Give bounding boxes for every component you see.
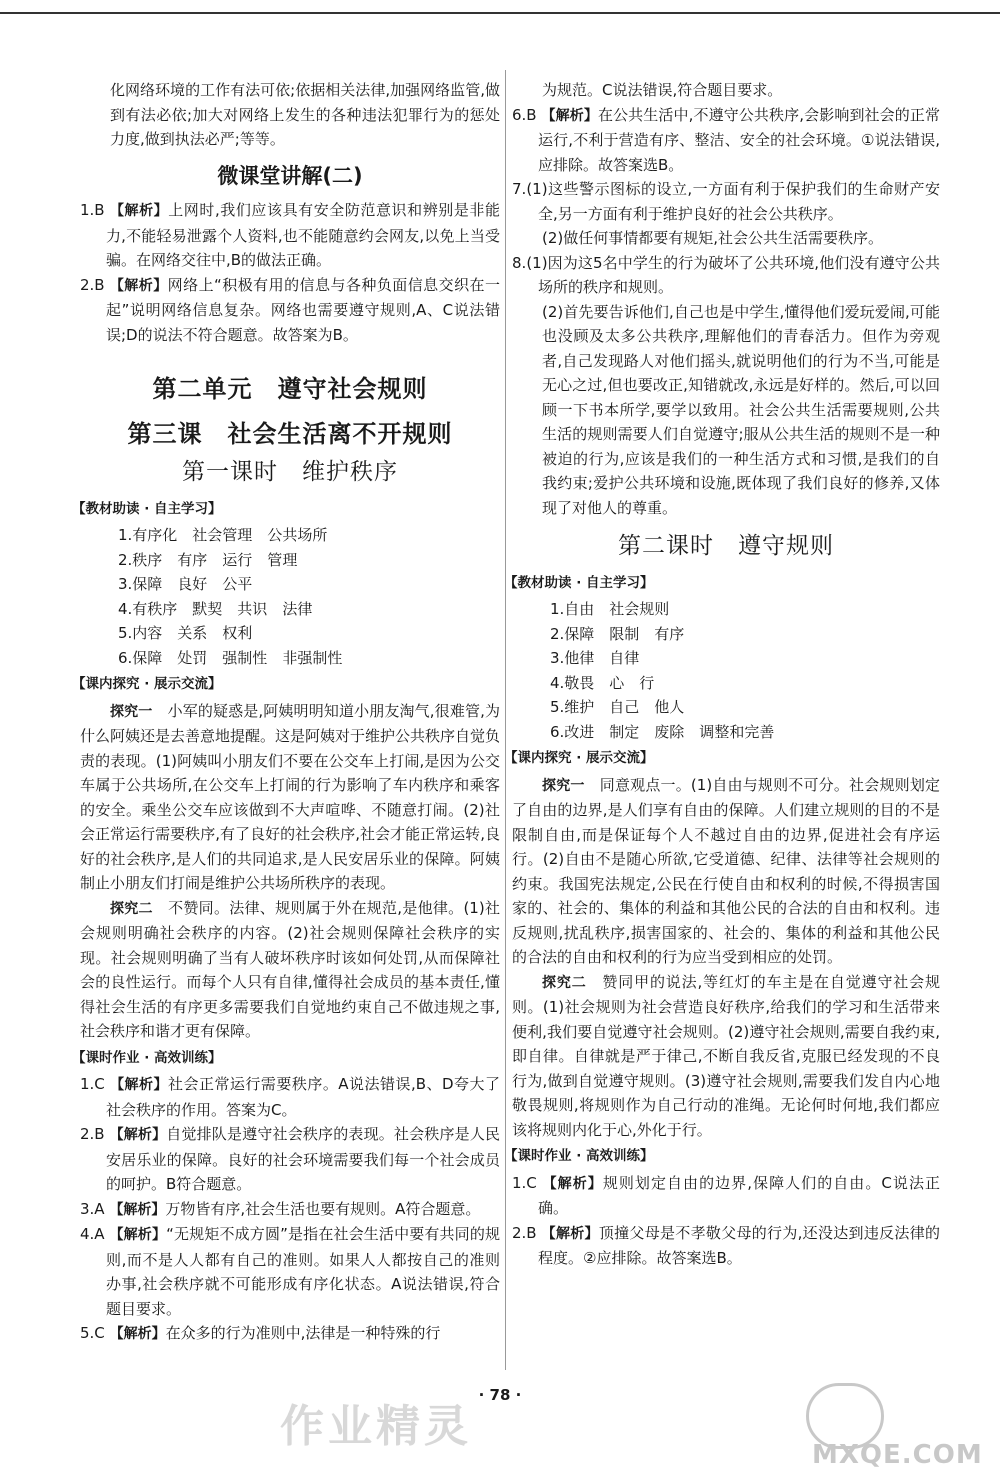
period-heading: 第一课时 维护秩序 — [182, 459, 398, 485]
answer-subitem: (2)首先要告诉他们,自己也是中学生,懂得他们爱玩爱闹,可能也没顾及太多公共秩序,理解他们的青春活力。但作为旁观者,自己发现路人对他们摇头,就说明他们的行为不当,可能是无心之过,但也要改正,知错就改,永远是好样的。然后,可以回顾一下书本所学,要学以致用。社会公共生活需要规则,公共生活的规则需要人们自觉遵守;服从公共生活的规则不是一种被迫的行为,应该是我们的一种生活方式和习惯,是我们的自我约束;爱护公共环境和设施,既体现了我们良好的修养,又体现了对他人的尊重。 — [542, 302, 940, 517]
section-label-ksz: 【课时作业 · 高效训练】 — [504, 1148, 654, 1164]
top-rule — [0, 12, 1000, 14]
answer-item: 1.C 【解析】社会正常运行需要秩序。A说法错误,B、D夸大了社会秩序的作用。答案为C。 — [80, 1075, 501, 1119]
answer-item: 2.B 【解析】自觉排队是遵守社会秩序的表现。社会秩序是人民安居乐业的保障。良好的社会环境需要我们每一个社会成员的呵护。B符合题意。 — [80, 1125, 500, 1193]
section-label-ksz: 【课时作业 · 高效训练】 — [72, 1049, 222, 1066]
lesson-heading: 第三课 社会生活离不开规则 — [127, 419, 453, 448]
intro-paragraph: 化网络环境的工作有法可依;依据相关法律,加强网络监管,做到有法必依;加大对网络上发生的各种违法犯罪行为的惩处力度,做到执法必严;等等。 — [110, 81, 500, 148]
page-number: · 78 · — [478, 1386, 522, 1404]
answer-item: 1.C 【解析】规则划定自由的边界,保障人们的自由。C说法正确。 — [512, 1173, 941, 1217]
list-item: 2.秩序 有序 运行 管理 — [118, 550, 298, 569]
unit-heading: 第二单元 遵守社会规则 — [152, 375, 428, 403]
answers-6-8 — [512, 103, 940, 521]
answer-item: 3.A 【解析】万物皆有序,社会生活也要有规则。A符合题意。 — [80, 1199, 481, 1218]
answer-item: 5.C 【解析】在众多的行为准则中,法律是一种特殊的行 — [80, 1324, 441, 1342]
jcz-list — [80, 523, 500, 670]
answer-item: 4.A 【解析】“无规矩不成方圆”是指在社会生活中要有共同的规则,而不是人人都有自己的准则。如果人人都按自己的准则办事,社会秩序就不可能形成有序化状态。A说法错误,符合题目要求。 — [80, 1225, 500, 1318]
answer-item: 8.(1)因为这5名中学生的行为破坏了公共环境,他们没有遵守公共场所的秩序和规则。 — [512, 253, 940, 296]
list-item: 6.保障 处罚 强制性 非强制性 — [118, 648, 343, 667]
list-item: 1.有序化 社会管理 公共场所 — [118, 526, 328, 544]
list-item: 3.保障 良好 公平 — [118, 575, 253, 593]
left-column — [72, 78, 501, 1347]
answer-item: 6.B 【解析】在公共生活中,不遵守公共秩序,会影响到社会的正常运行,不利于营造有序、整洁、安全的社会环境。①说法错误,应排除。故答案选B。 — [512, 105, 940, 174]
continuation-text: 为规范。C说法错误,符合题目要求。 — [542, 81, 783, 99]
section-label-knt: 【课内探究 · 展示交流】 — [504, 750, 654, 766]
answer-item: 2.B 【解析】网络上“积极有用的信息与各种负面信息交织在一起”说明网络信息复杂。网络也需要遵守规则,A、C说法错误;D的说法不符合题意。故答案为B。 — [80, 275, 500, 344]
explore-paragraph: 探究二 赞同甲的说法,等红灯的车主是在自觉遵守社会规则。(1)社会规则为社会营造良好秩序,给我们的学习和生活带来便利,我们要自觉遵守社会规则。(2)遵守社会规则,需要自我约束,即自律。自律就是严于律己,不断自我反省,克服已经发现的不良行为,做到自觉遵守规则。(3)遵守社会规则,需要我们发自内心地敬畏规则,将规则作为自己行动的准绳。无论何时何地,我们都应该将规则内化于心,外化于行。 — [512, 972, 940, 1139]
wkt-heading: 微课堂讲解(二) — [217, 163, 363, 188]
list-item: 5.维护 自己 他人 — [550, 698, 685, 716]
list-item: 4.有秩序 默契 共识 法律 — [118, 599, 313, 618]
wkt-list — [80, 198, 500, 347]
list-item: 3.他律 自律 — [550, 649, 640, 667]
answer-item: 7.(1)这些警示图标的设立,一方面有利于保护我们的生命财产安全,另一方面有利于维护良好的社会公共秩序。 — [512, 180, 940, 223]
right-column — [504, 78, 941, 1271]
answer-item: 2.B 【解析】顶撞父母是不孝敬父母的行为,还没达到违反法律的程度。②应排除。故答案选B。 — [512, 1223, 940, 1267]
list-item: 6.改进 制定 废除 调整和完善 — [550, 722, 775, 741]
answer-subitem: (2)做任何事情都要有规矩,社会公共生活需要秩序。 — [542, 229, 884, 247]
watermark-site: MXQE.COM — [812, 1440, 983, 1470]
list-item: 4.敬畏 心 行 — [550, 673, 655, 692]
section-label-jcz: 【教材助读 · 自主学习】 — [72, 500, 222, 517]
section-label-knt: 【课内探究 · 展示交流】 — [72, 676, 222, 692]
watermark-text: 作业精灵 — [280, 1401, 472, 1452]
list-item: 1.自由 社会规则 — [550, 600, 670, 618]
explore-paragraph: 探究一 小军的疑惑是,阿姨明明知道小朋友淘气,很难管,为什么阿姨还是去善意地提醒。这是阿姨对于维护公共秩序自觉负责的表现。(1)阿姨叫小朋友们不要在公交车上打闹,是因为公交车属于公共场所,在公交车上打闹的行为影响了车内秩序和乘客的安全。乘坐公交车应该做到不大声喧哗、不随意打闹。(2)社会正常运行需要秩序,有了良好的社会秩序,社会才能正常运转,良好的社会秩序,是人们的共同追求,是人民安居乐业的保障。阿姨制止小朋友们打闹是维护公共场所秩序的表现。 — [80, 701, 501, 892]
explore-paragraph: 探究一 同意观点一。(1)自由与规则不可分。社会规则划定了自由的边界,是人们享有自由的保障。人们建立规则的目的不是限制自由,而是保证每个人不越过自由的边界,促进社会有序运行。(2)自由不是随心所欲,它受道德、纪律、法律等社会规则的约束。我国宪法规定,公民在行使自由和权利的时候,不得损害国家的、社会的、集体的利益和其他公民的合法的自由和权利。违反规则,扰乱秩序,损害国家的、社会的、集体的利益和其他公民的合法的自由和权利的行为应当受到相应的处罚。 — [512, 775, 941, 966]
section-label-jcz: 【教材助读 · 自主学习】 — [504, 574, 654, 591]
period-heading: 第二课时 遵守规则 — [618, 533, 834, 559]
list-item: 5.内容 关系 权利 — [118, 624, 253, 642]
answer-item: 1.B 【解析】上网时,我们应该具有安全防范意识和辨别是非能力,不能轻易泄露个人资料,也不能随意约会网友,以免上当受骗。在网络交往中,B的做法正确。 — [80, 201, 500, 269]
list-item: 2.保障 限制 有序 — [550, 624, 685, 643]
explore-paragraph: 探究二 不赞同。法律、规则属于外在规范,是他律。(1)社会规则明确社会秩序的内容。(2)社会规则保障社会秩序的实现。社会规则明确了当有人破坏秩序时该如何处罚,从而保障社会的良性运行。而每个人只有自律,懂得社会成员的基本责任,懂得社会生活的有序更多需要我们自觉地约束自己不做违规之事,社会秩序和谐才更有保障。 — [80, 898, 500, 1040]
column-divider — [505, 70, 506, 1370]
ksz-list — [80, 1072, 500, 1347]
ksz-list — [512, 1171, 940, 1271]
jcz-list — [512, 597, 940, 744]
